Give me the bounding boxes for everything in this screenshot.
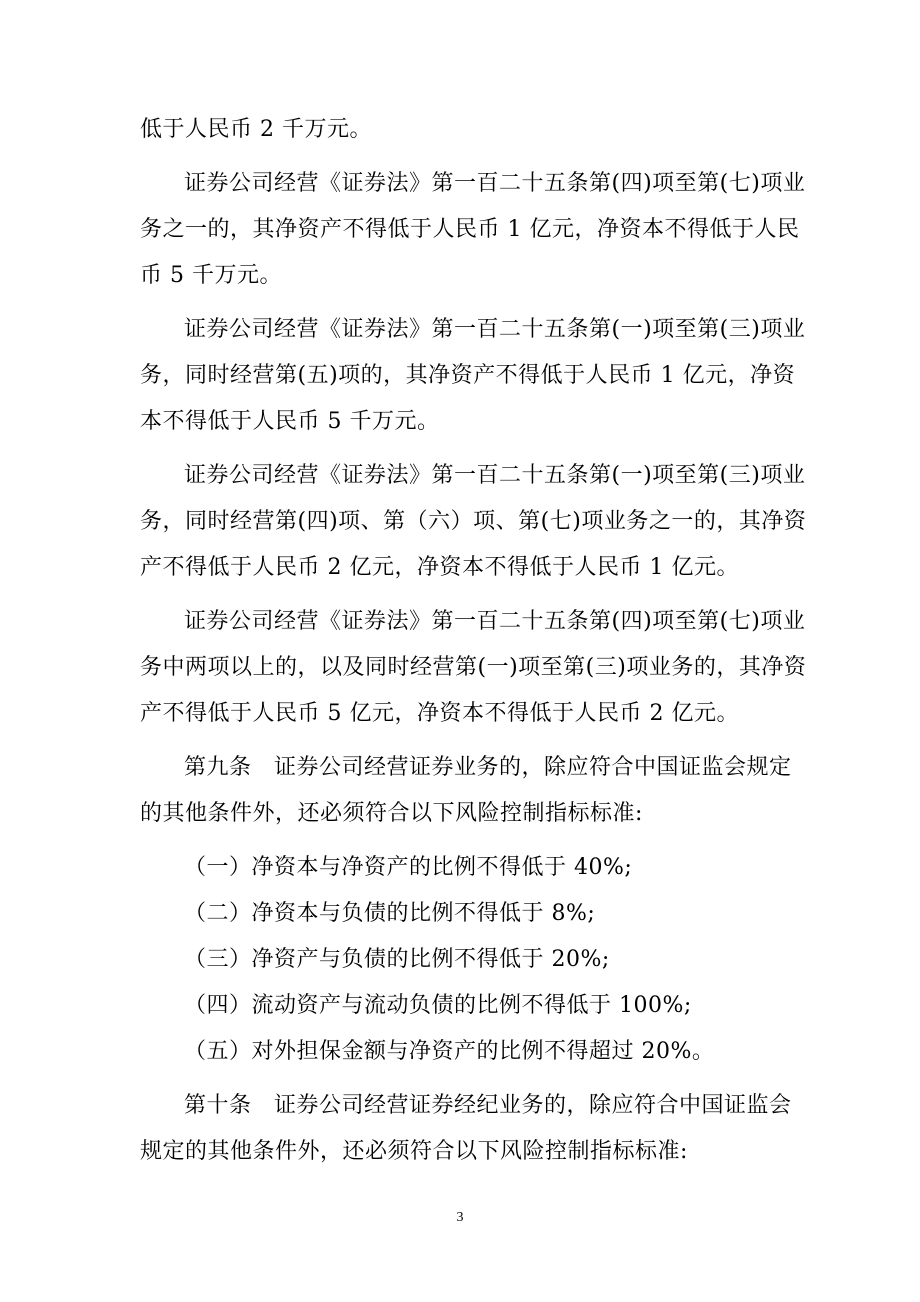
text-line: 证券公司经营《证券法》第一百二十五条第(四)项至第(七)项业 — [184, 171, 806, 196]
text-line: 币 5 千万元。 — [140, 263, 282, 288]
article-heading-line: 第十条 证券公司经营证券经纪业务的，除应符合中国证监会 — [184, 1093, 792, 1118]
text-line: 务中两项以上的，以及同时经营第(一)项至第(三)项业务的，其净资 — [140, 655, 807, 680]
page-number: 3 — [456, 1210, 464, 1225]
text-line: 产不得低于人民币 5 亿元，净资本不得低于人民币 2 亿元。 — [140, 701, 739, 726]
text-line: 本不得低于人民币 5 千万元。 — [140, 409, 440, 434]
text-line: 低于人民币 2 千万元。 — [140, 117, 372, 142]
text-line: 的其他条件外，还必须符合以下风险控制指标标准: — [140, 801, 643, 826]
article-heading-line: 第九条 证券公司经营证券业务的，除应符合中国证监会规定 — [184, 755, 792, 780]
list-item: （一）净资本与净资产的比例不得低于 40%; — [184, 855, 633, 880]
text-line: 规定的其他条件外，还必须符合以下风险控制指标标准: — [140, 1139, 688, 1164]
text-line: 务之一的，其净资产不得低于人民币 1 亿元，净资本不得低于人民 — [140, 217, 800, 242]
text-line: 证券公司经营《证券法》第一百二十五条第(四)项至第(七)项业 — [184, 609, 806, 634]
text-line: 务，同时经营第(五)项的，其净资产不得低于人民币 1 亿元，净资 — [140, 363, 796, 388]
text-line: 产不得低于人民币 2 亿元，净资本不得低于人民币 1 亿元。 — [140, 555, 739, 580]
list-item: （三）净资产与负债的比例不得低于 20%; — [184, 947, 610, 972]
list-item: （二）净资本与负债的比例不得低于 8%; — [184, 901, 596, 926]
text-line: 证券公司经营《证券法》第一百二十五条第(一)项至第(三)项业 — [184, 317, 806, 342]
list-item: （四）流动资产与流动负债的比例不得低于 100%; — [184, 993, 692, 1018]
text-line: 证券公司经营《证券法》第一百二十五条第(一)项至第(三)项业 — [184, 463, 806, 488]
list-item: （五）对外担保金额与净资产的比例不得超过 20%。 — [184, 1039, 715, 1064]
text-line: 务，同时经营第(四)项、第（六）项、第(七)项业务之一的，其净资 — [140, 509, 807, 534]
